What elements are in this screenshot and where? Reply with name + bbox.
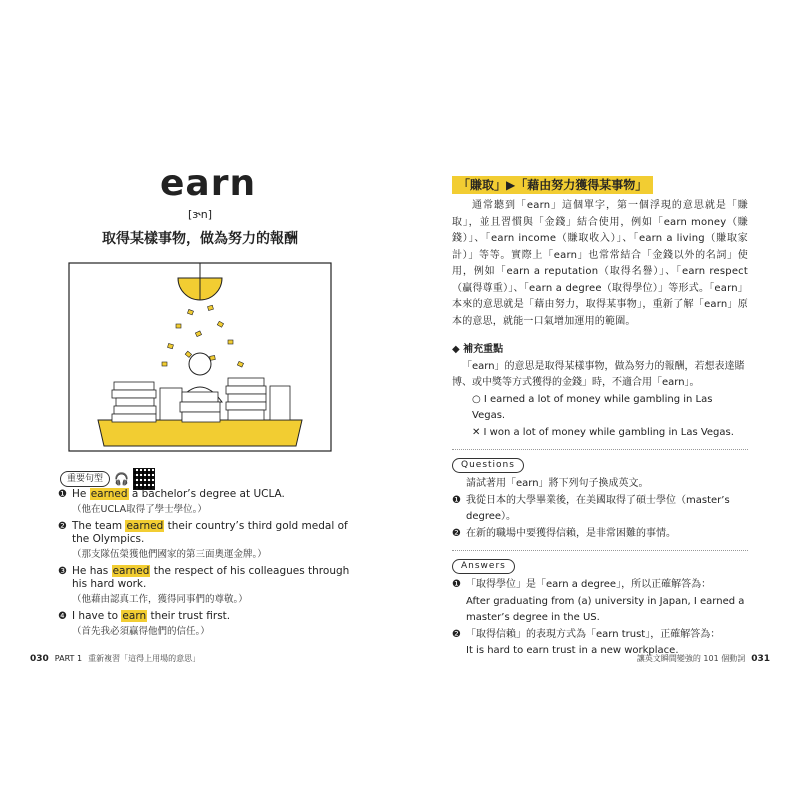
answer-2: ❷ 「取得信賴」的表現方式為「earn trust」，正確解答為： It is hard to earn trust in a new workplace.	[452, 628, 721, 656]
correct-example: ○ I earned a lot of money while gambling in Las Vegas.	[472, 393, 713, 421]
key-sentences-badge: 重要句型	[60, 471, 110, 487]
right-column	[452, 176, 748, 660]
questions-intro: 請試著用「earn」將下列句子換成英文。	[466, 478, 649, 489]
right-footer	[637, 653, 770, 664]
highlighted-word: earn	[122, 610, 147, 622]
key-sentences-label	[60, 468, 155, 490]
example-1-translation: （他在UCLA取得了學士學位。）	[72, 504, 207, 515]
page-number: 031	[751, 653, 770, 664]
example-2-translation: （那支隊伍榮獲他們國家的第三面奧運金牌。）	[72, 549, 267, 560]
supplement-title: ◆ 補充重點	[452, 344, 504, 355]
section-title: 重新複習「這得上用場的意思」	[88, 654, 201, 663]
core-meaning: 取得某樣事物，做為努力的報酬	[102, 231, 298, 247]
example-3-translation: （他藉由認真工作，獲得同事們的尊敬。）	[72, 594, 248, 605]
answers-label: Answers	[452, 559, 515, 574]
illustration	[68, 262, 332, 452]
question-2: ❷ 在新的職場中要獲得信賴，是非常困難的事情。	[452, 527, 676, 539]
highlighted-word: earned	[90, 488, 128, 500]
left-footer	[30, 653, 200, 664]
book-title: 讓英文瞬間變強的 101 個動詞	[636, 654, 746, 663]
headphones-icon[interactable]: 🎧	[114, 472, 129, 486]
page-number: 030	[30, 653, 49, 664]
highlighted-word: earned	[112, 565, 150, 577]
question-1: ❶ 我從日本的大學畢業後，在美國取得了碩士學位（master’s degree）。	[452, 494, 730, 522]
supplement-text: 「earn」的意思是取得某樣事物，做為努力的報酬，若想表達賭博、或中獎等方式獲得的金錢」時，不適合用「earn」。	[452, 360, 745, 388]
pronunciation: [ɝn]	[187, 208, 213, 221]
highlighted-word: earned	[126, 520, 164, 532]
divider	[452, 550, 748, 551]
wrong-example: ✕ I won a lot of money while gambling in Las Vegas.	[472, 426, 734, 438]
part-label: PART 1	[54, 654, 83, 663]
example-4-translation: （首先我必須贏得他們的信任。）	[72, 626, 210, 637]
example-sentences	[58, 488, 358, 642]
headword: earn	[160, 163, 257, 204]
example-1: ❶ He earned a bachelor’s degree at UCLA.	[58, 488, 285, 500]
divider	[452, 449, 748, 450]
example-3: ❸ He has earned the respect of his colleagues through his hard work.	[58, 565, 350, 590]
answer-1: ❶ 「取得學位」是「earn a degree」，所以正確解答為： After graduating from (a) university in Japan, I earned a master’s degree in the US.	[452, 579, 745, 623]
questions-label: Questions	[452, 458, 524, 473]
qr-code-icon[interactable]	[133, 468, 155, 490]
example-2: ❷ The team earned their country’s third gold medal of the Olympics.	[58, 520, 348, 545]
example-4: ❹ I have to earn their trust first.	[58, 610, 231, 622]
explanation-paragraph: 通常聽到「earn」這個單字，第一個浮現的意思就是「賺取」，並且習慣與「金錢」結合使用，例如「earn money（賺錢）」、「earn income（賺取收入）」、「earn a living（賺取家計）」等等。實際上「earn」也常常結合「金錢以外的名詞」使用，例如「earn a reputation（取得名譽）」、「earn respect（贏得尊重）」、「earn a degree（取得學位）」等形式。「earn」本來的意思就是「藉由努力，取得某事物」，重新了解「earn」原本的意思，就能一口氣增加運用的範圍。	[452, 200, 748, 327]
section-header: 「賺取」▶「藉由努力獲得某事物」	[452, 176, 653, 194]
